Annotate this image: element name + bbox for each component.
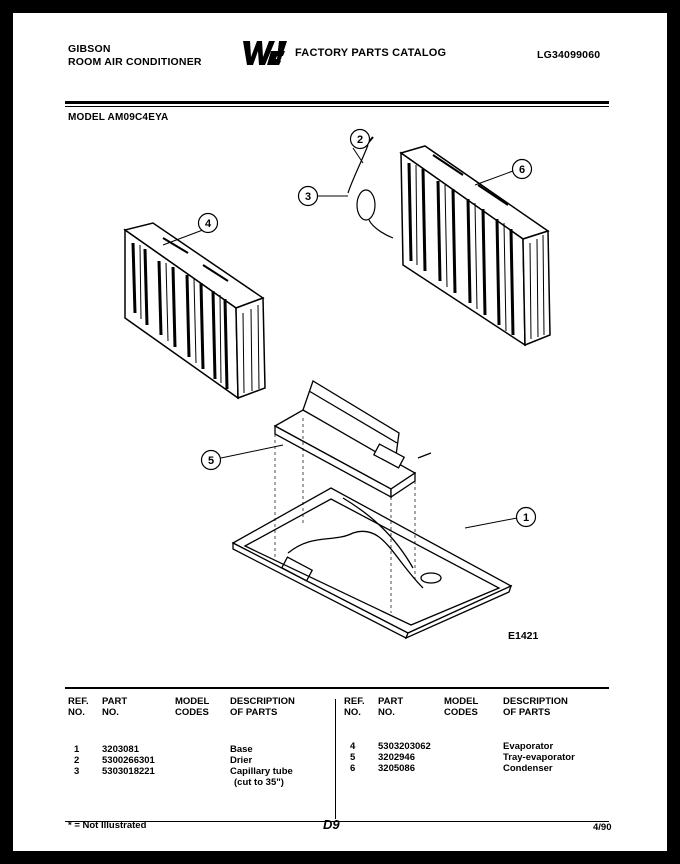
left-row-2-ref: 2 [74,755,80,766]
model-label: MODEL AM09C4EYA [68,112,169,123]
right-row-6-desc: Condenser [503,763,553,774]
left-row-1-ref: 1 [74,744,80,755]
catalog-number: LG34099060 [537,49,601,61]
left-row-3-ref: 3 [74,766,80,777]
brand-name: GIBSON [68,43,111,55]
catalog-title: FACTORY PARTS CATALOG [295,47,447,59]
right-row-4-ref: 4 [350,741,356,752]
callout-2-label: 2 [356,134,364,146]
left-row-3-desc: Capillary tube [230,766,293,777]
callout-3 [299,187,318,206]
header-model-right: MODEL CODES [444,696,479,718]
callout-1 [517,508,536,527]
right-row-4-desc: Evaporator [503,741,554,752]
left-row-3-desc-note: (cut to 35") [234,777,284,788]
header-ref-right: REF. NO. [344,696,365,718]
right-row-5-part: 3202946 [378,752,415,763]
left-row-1-desc: Base [230,744,253,755]
table-top-rule [65,687,609,689]
diagram-code: E1421 [508,630,539,642]
header-part-left: PART NO. [102,696,128,718]
not-illustrated-footnote: * = Not Illustrated [68,820,147,831]
right-row-6-ref: 6 [350,763,356,774]
callout-4 [199,214,218,233]
evaporator-illustration [125,223,265,398]
right-row-5-desc: Tray-evaporator [503,752,575,763]
callout-1-label: 1 [522,512,530,524]
callout-5-label: 5 [207,455,215,467]
callout-2 [351,130,370,149]
left-row-2-desc: Drier [230,755,253,766]
left-row-2-part: 5300266301 [102,755,155,766]
callout-6 [513,160,532,179]
callout-3-label: 3 [304,191,312,203]
exploded-parts-diagram [13,13,667,653]
header-desc-right: DESCRIPTION OF PARTS [503,696,568,718]
right-row-6-part: 3205086 [378,763,415,774]
header-part-right: PART NO. [378,696,404,718]
header-ref-left: REF. NO. [68,696,89,718]
page-code: D9 [323,817,340,832]
catalog-page [13,13,667,851]
evaporator-tray-illustration [275,381,431,497]
header-desc-left: DESCRIPTION OF PARTS [230,696,295,718]
callout-6-label: 6 [518,164,526,176]
catalog-date: 4/90 [593,822,612,833]
callout-5 [202,451,221,470]
right-row-4-part: 5303203062 [378,741,431,752]
left-row-1-part: 3203081 [102,744,139,755]
product-name: ROOM AIR CONDITIONER [68,56,202,68]
base-pan-illustration [233,488,511,638]
capillary-tube-illustration [348,137,393,238]
callout-4-label: 4 [204,218,212,230]
header-model-left: MODEL CODES [175,696,210,718]
left-row-3-part: 5303018221 [102,766,155,777]
right-row-5-ref: 5 [350,752,356,763]
table-column-divider [335,699,336,819]
